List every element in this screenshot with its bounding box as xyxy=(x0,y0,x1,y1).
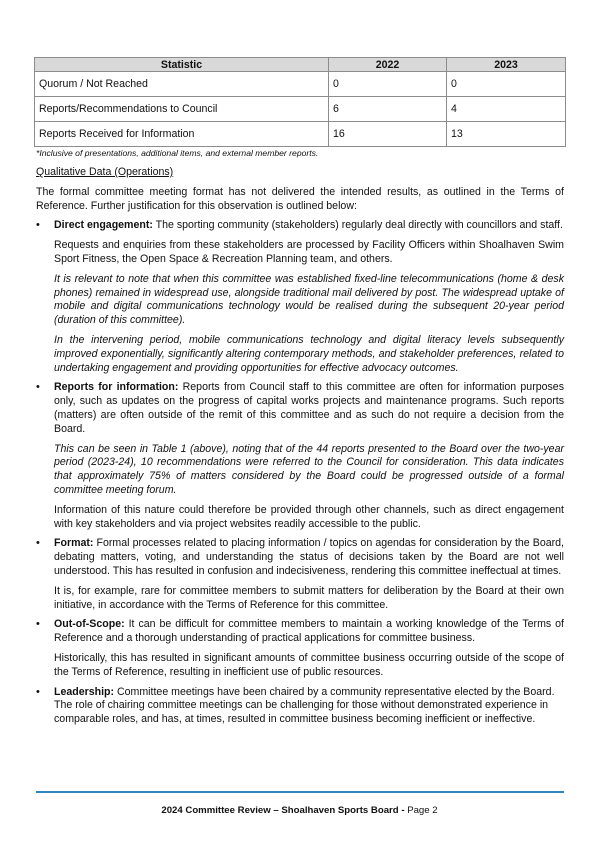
bullet-text: Reports from Council staff to this committee are often for information purposes only, such as updates on the progress of capital works projects and maintenance programs. Such reports (matters) are often outside of the remit of this committee and as such do not require a decision from the Board. xyxy=(54,381,564,435)
table-cell: Reports Received for Information xyxy=(35,122,329,147)
bullet-icon: • xyxy=(36,219,40,232)
statistics-table xyxy=(34,57,566,147)
bullet-text: It can be difficult for committee members to maintain a working knowledge of the Terms of Reference and a thorough understanding of practical applications for committee business. xyxy=(54,618,564,645)
table-row xyxy=(35,122,566,147)
bullet-lead xyxy=(54,219,564,233)
bullet-title: Leadership: xyxy=(54,685,115,698)
table-cell: 16 xyxy=(329,122,447,147)
intro-paragraph: The formal committee meeting format has not delivered the intended results, as outlined in the Terms of Reference. Further justification for this observation is outlined below: xyxy=(36,185,564,212)
bullet-title: Format: xyxy=(54,537,94,550)
table-cell: 4 xyxy=(447,97,566,122)
bullet-lead xyxy=(54,381,564,436)
section-heading: Qualitative Data (Operations) xyxy=(36,166,174,178)
table-header: 2023 xyxy=(447,58,566,72)
bullet-text: Formal processes related to placing information / topics on agendas for consideration by the Board, debating matters, voting, and understanding the status of decisions taken by the Board are not well understood. This has resulted in confusion and indecisiveness, rendering this committee ineffectual at times. xyxy=(54,537,564,577)
body-text xyxy=(36,166,564,733)
table-row xyxy=(35,97,566,122)
bullet-title: Direct engagement: xyxy=(54,219,153,232)
bullet-item xyxy=(36,618,564,679)
table-header: Statistic xyxy=(35,58,329,72)
bullet-paragraph: It is relevant to note that when this committee was established fixed-line telecommunications (home & desk phones) remained in widespread use, alongside traditional mail delivered by post. The widespread uptake of mobile and digital communications technology would be realised during the subsequent 20-year period (duration of this committee). xyxy=(54,272,564,327)
bullet-icon: • xyxy=(36,381,40,394)
page-number: Page 2 xyxy=(407,805,438,816)
bullet-paragraph: Historically, this has resulted in significant amounts of committee business occurring outside of the scope of the Terms of Reference, resulting in inefficient use of public resources. xyxy=(54,651,564,678)
table-cell: 6 xyxy=(329,97,447,122)
bullet-item xyxy=(36,381,564,531)
bullet-item xyxy=(36,686,564,727)
bullet-paragraph: Requests and enquiries from these stakeholders are processed by Facility Officers within Shoalhaven Swim Sport Fitness, the Open Space & Recreation Planning team, and others. xyxy=(54,239,564,265)
bullet-item xyxy=(36,219,564,375)
table-header-row xyxy=(35,58,566,72)
bullet-lead xyxy=(54,686,564,727)
bullet-icon: • xyxy=(36,537,40,550)
table-cell: 0 xyxy=(447,72,566,97)
table-header: 2022 xyxy=(329,58,447,72)
page-footer xyxy=(0,805,599,816)
bullet-paragraph: Information of this nature could therefore be provided through other channels, such as direct engagement with key stakeholders and via project websites readily accessible to the public. xyxy=(54,503,564,530)
bullet-paragraph: It is, for example, rare for committee members to submit matters for deliberation by the Board at their own initiative, in accordance with the Terms of Reference for this committee. xyxy=(54,584,564,611)
footer-title: 2024 Committee Review – Shoalhaven Sports Board - xyxy=(161,805,408,816)
table-row xyxy=(35,72,566,97)
bullet-item xyxy=(36,537,564,612)
bullet-icon: • xyxy=(36,685,40,698)
footer-divider xyxy=(36,791,564,793)
table-footnote: *Inclusive of presentations, additional items, and external member reports. xyxy=(36,148,319,158)
bullet-title: Reports for information: xyxy=(54,381,179,394)
bullet-paragraph: In the intervening period, mobile communications technology and digital literacy levels subsequently improved exponentially, significantly altering contemporary methods, and stakeholder preferences, related to undertaking engagement and providing opportunities for effective advocacy outcomes. xyxy=(54,333,564,374)
table-cell: 0 xyxy=(329,72,447,97)
bullet-text: The sporting community (stakeholders) regularly deal directly with councillors and staff. xyxy=(152,219,563,232)
bullet-lead xyxy=(54,618,564,646)
bullet-paragraph: This can be seen in Table 1 (above), noting that of the 44 reports presented to the Board over the two-year period (2023-24), 10 recommendations were referred to the Council for consideration. This data indicates that approximately 75% of matters considered by the Board could be progressed outside of a formal committee meeting forum. xyxy=(54,442,564,496)
bullet-title: Out-of-Scope: xyxy=(54,618,125,631)
bullet-icon: • xyxy=(36,618,40,631)
table-cell: Reports/Recommendations to Council xyxy=(35,97,329,122)
table-cell: Quorum / Not Reached xyxy=(35,72,329,97)
bullet-text: Committee meetings have been chaired by a community representative elected by the Board. The role of chairing committee meetings can be challenging for those without demonstrated experience in comparable roles, and has, at times, resulted in committee business becoming inefficient or ineffective. xyxy=(54,685,555,726)
bullet-lead xyxy=(54,537,564,578)
table-cell: 13 xyxy=(447,122,566,147)
